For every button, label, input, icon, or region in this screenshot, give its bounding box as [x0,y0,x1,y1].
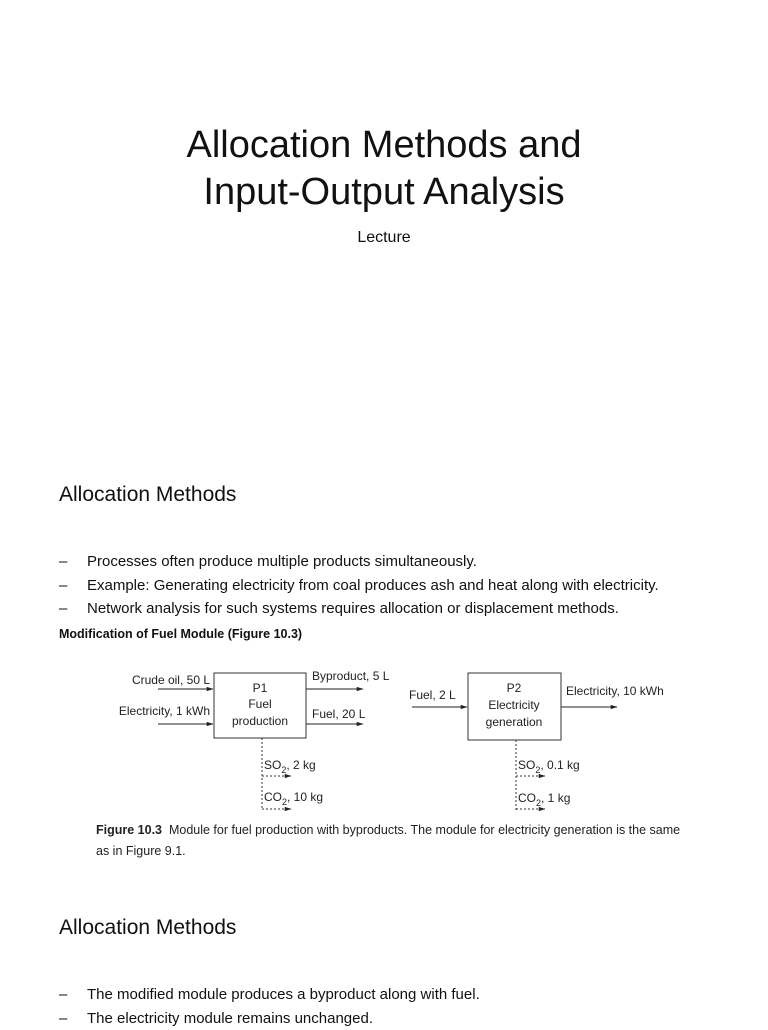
figure-label: Modification of Fuel Module (Figure 10.3) [59,627,302,641]
p2-name: P2 [507,681,522,695]
p1-label-line-1: Fuel [248,697,271,711]
bullet-text: Example: Generating electricity from coal produces ash and heat along with electricity. [87,577,659,594]
p1-input-label: Crude oil, 50 L [132,673,210,687]
section-heading: Allocation Methods [59,916,236,940]
bullet-item [59,983,759,1007]
caption-label: Figure 10.3 [96,823,162,837]
p1-output-label: Fuel, 20 L [312,707,366,721]
bullet-text: The electricity module remains unchanged. [87,1010,373,1027]
bullet-text: Network analysis for such systems requires allocation or displacement methods. [87,600,619,617]
p1-output-label: Byproduct, 5 L [312,669,390,683]
p1-emission-label: $SO_2$, 2 kg [264,758,316,775]
bullet-item [59,574,759,598]
slide-title-line-1: Allocation Methods and [0,122,768,168]
slide-title-line-2: Input-Output Analysis [0,169,768,215]
bullet-dash: – [59,574,67,598]
section-heading: Allocation Methods [59,483,236,507]
figure-caption [96,820,696,862]
p1-name: P1 [253,681,268,695]
bullet-dash: – [59,1007,67,1030]
p1-label-line-2: production [232,714,288,728]
bullet-list [59,550,759,621]
bullet-item [59,597,759,621]
bullet-item [59,1007,759,1030]
p1-emission-label: $CO_2$, 10 kg [264,790,323,807]
process-flow-diagram [0,660,768,820]
caption-text: Module for fuel production with byproducts. The module for electricity generation is the same as in Figure 9.1. [96,823,680,858]
p2-output-label: Electricity, 10 kWh [566,684,664,698]
p2-emission-label: $SO_2$, 0.1 kg [518,758,580,775]
bullet-item [59,550,759,574]
p2-emission-label: $CO_2$, 1 kg [518,791,570,808]
bullet-text: Processes often produce multiple products simultaneously. [87,553,477,570]
bullet-dash: – [59,983,67,1007]
p2-label-line-1: Electricity [488,698,539,712]
slide-subtitle: Lecture [0,229,768,247]
p2-label-line-2: generation [486,715,543,729]
bullet-list [59,983,759,1030]
p2-input-label: Fuel, 2 L [409,688,456,702]
bullet-dash: – [59,597,67,621]
bullet-dash: – [59,550,67,574]
p1-input-label: Electricity, 1 kWh [119,704,210,718]
bullet-text: The modified module produces a byproduct along with fuel. [87,986,480,1003]
